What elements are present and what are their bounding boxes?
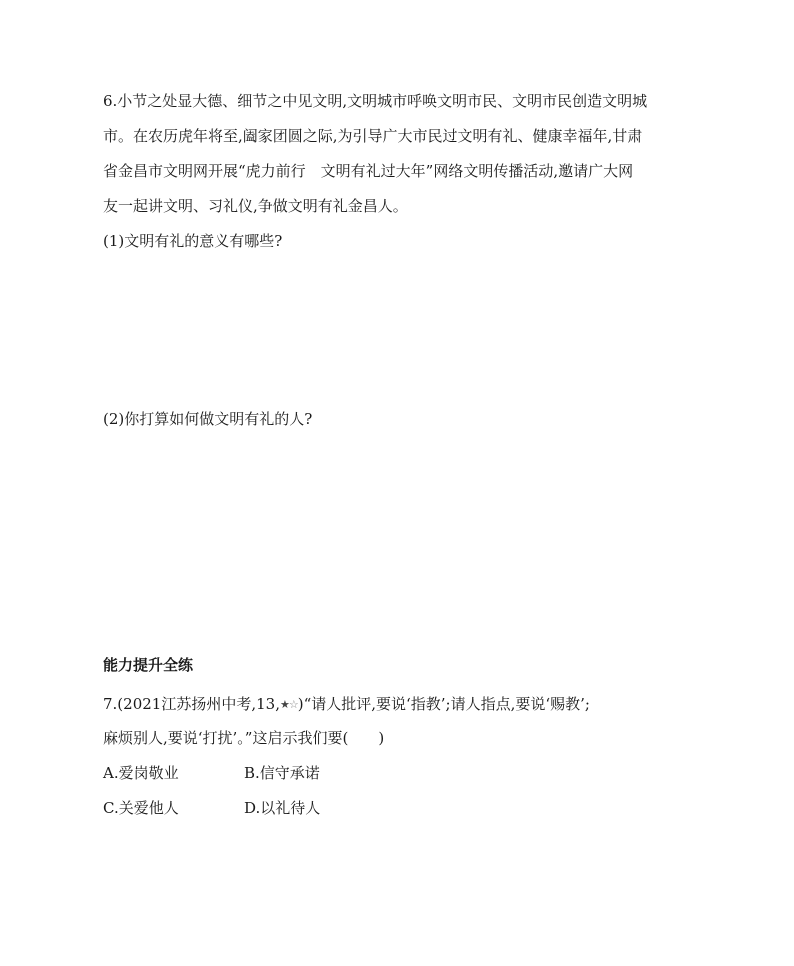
q6-stem-line-2: 市。在农历虎年将至,阖家团圆之际,为引导广大市民过文明有礼、健康幸福年,甘肃 — [103, 127, 643, 145]
q7-option-b: B.信守承诺 — [244, 764, 320, 782]
q6-stem-line-4: 友一起讲文明、习礼仪,争做文明有礼金昌人。 — [103, 197, 408, 215]
q6-sub-question-2: (2)你打算如何做文明有礼的人? — [103, 410, 313, 428]
q7-source-prefix: 7.(2021江苏扬州中考,13, — [103, 695, 280, 713]
q7-stem-line-2: 麻烦别人,要说‘打扰’。”这启示我们要( ) — [103, 729, 385, 747]
q6-stem-line-3: 省金昌市文明网开展“虎力前行 文明有礼过大年”网络文明传播活动,邀请广大网 — [103, 162, 634, 180]
q7-stem-text: )“请人批评,要说‘指教’;请人指点,要说‘赐教’; — [297, 695, 590, 713]
q7-option-d: D.以礼待人 — [244, 799, 321, 817]
q7-option-c: C.关爱他人 — [103, 799, 179, 817]
q6-stem-line-1: 6.小节之处显大德、细节之中见文明,文明城市呼唤文明市民、文明市民创造文明城 — [103, 92, 648, 110]
star-icon: ★ — [279, 698, 289, 711]
section-title: 能力提升全练 — [103, 656, 194, 674]
q7-option-a: A.爱岗敬业 — [103, 764, 179, 782]
q7-stem-line-1 — [103, 694, 590, 716]
star-outline-icon: ☆ — [288, 698, 298, 711]
q6-sub-question-1: (1)文明有礼的意义有哪些? — [103, 232, 283, 250]
